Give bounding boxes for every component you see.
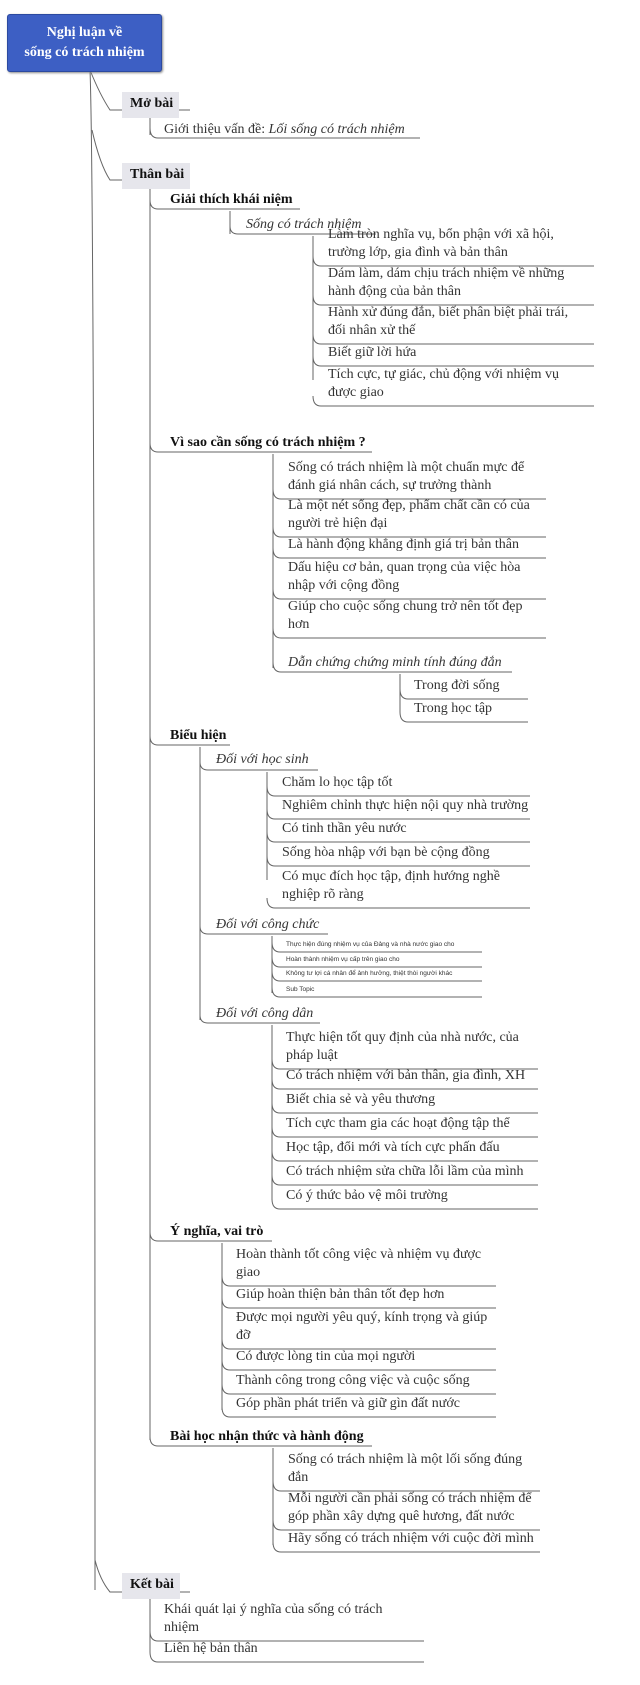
bh-item[interactable]	[288, 1451, 522, 1487]
item-text-line: Tích cực tham gia các hoạt động tập thể	[286, 1116, 510, 1131]
item-text-line: Giúp cho cuộc sống chung trở nên tốt đẹp	[288, 599, 523, 614]
item-text-line: đối nhân xử thế	[328, 323, 416, 338]
gt-item[interactable]	[328, 344, 416, 362]
root-topic[interactable]	[7, 14, 162, 72]
item-text-line: Sub Topic	[286, 986, 315, 993]
item-text-line: Có mục đích học tập, định hướng nghề	[282, 869, 500, 884]
subtopic-song-co-trach-nhiem[interactable]: Sống có trách nhiệm	[246, 217, 362, 232]
item-text-line: Thành công trong công việc và cuộc sống	[236, 1373, 470, 1388]
subtopic-cong-chuc[interactable]: Đối với công chức	[216, 917, 320, 932]
item-text-line: Chăm lo học tập tốt	[282, 775, 393, 790]
subtopic-dan-chung[interactable]: Dẫn chứng chứng minh tính đúng đắn	[288, 655, 502, 670]
topic-vi-sao[interactable]: Vì sao cần sống có trách nhiệm ?	[170, 435, 366, 450]
item-text-line: được giao	[328, 385, 384, 400]
item-text-line: trường lớp, gia đình và bản thân	[328, 245, 508, 260]
vs-item[interactable]	[288, 559, 520, 595]
item-text-line: Làm tròn nghĩa vụ, bổn phận với xã hội,	[328, 227, 554, 242]
item-text-line: Hãy sống có trách nhiệm với cuộc đời mình	[288, 1531, 534, 1546]
root-title-line-2: sống có trách nhiệm	[24, 45, 145, 60]
subtopic-cong-dan[interactable]: Đối với công dân	[216, 1006, 314, 1021]
item-text-line: đánh giá nhân cách, sự trưởng thành	[288, 478, 492, 493]
item-text-line: giao	[236, 1265, 261, 1280]
item-text-line: Giúp hoàn thiện bản thân tốt đẹp hơn	[236, 1287, 445, 1302]
cd-item[interactable]	[286, 1163, 524, 1181]
dc-item[interactable]	[414, 700, 492, 718]
item-text-line: Dám làm, dám chịu trách nhiệm về những	[328, 266, 565, 281]
item-text-line: Biết chia sẻ và yêu thương	[286, 1092, 436, 1107]
vs-item[interactable]	[288, 459, 524, 495]
vs-item[interactable]	[288, 598, 522, 634]
item-text-line: Khái quát lại ý nghĩa của sống có trách	[164, 1602, 383, 1617]
yn-item[interactable]	[236, 1246, 481, 1282]
bh-item[interactable]	[288, 1530, 534, 1548]
hs-item[interactable]	[282, 868, 500, 904]
item-text-line: nghiệp rõ ràng	[282, 887, 364, 902]
item-text-line: Sống có trách nhiệm là một lối sống đúng	[288, 1452, 523, 1467]
item-text-line: Hành xử đúng đắn, biết phân biệt phải trái,	[328, 305, 569, 320]
item-text-line: Có được lòng tin của mọi người	[236, 1349, 416, 1364]
hs-item[interactable]	[282, 774, 392, 792]
intro-topic: Lối sống có trách nhiệm	[268, 122, 405, 137]
item-text-line: Thực hiện tốt quy định của nhà nước, của	[286, 1030, 519, 1045]
hs-item[interactable]	[282, 820, 407, 838]
item-text-line: Biết giữ lời hứa	[328, 345, 417, 360]
hs-item[interactable]	[282, 844, 490, 862]
yn-item[interactable]	[236, 1395, 460, 1413]
item-text-line: Là một nét sống đẹp, phẩm chất cần có của	[288, 498, 530, 513]
item-text-line: Tích cực, tự giác, chủ động với nhiệm vụ	[328, 367, 559, 382]
cd-item[interactable]	[286, 1067, 525, 1085]
cc-item[interactable]	[286, 970, 452, 978]
gt-item[interactable]	[328, 304, 568, 340]
item-text-line: Hoàn thành tốt công việc và nhiệm vụ được	[236, 1247, 482, 1262]
topic-y-nghia[interactable]: Ý nghĩa, vai trò	[170, 1224, 264, 1239]
topic-bai-hoc[interactable]: Bài học nhận thức và hành động	[170, 1429, 364, 1444]
cd-item[interactable]	[286, 1139, 500, 1157]
vs-item[interactable]	[288, 536, 519, 554]
item-text-line: Không tư lợi cá nhân để ảnh hưởng, thiệt thòi người khác	[286, 970, 453, 977]
item-text-line: Liên hệ bản thân	[164, 1641, 258, 1656]
topic-bieu-hien[interactable]: Biểu hiện	[170, 728, 227, 743]
cc-item[interactable]	[286, 956, 399, 964]
item-text-line: Có ý thức bảo vệ môi trường	[286, 1188, 448, 1203]
kb-item[interactable]	[164, 1640, 258, 1658]
cd-item[interactable]	[286, 1029, 519, 1065]
subtopic-hoc-sinh[interactable]: Đối với học sinh	[216, 752, 309, 767]
item-text-line: Có trách nhiệm với bản thân, gia đình, XH	[286, 1068, 526, 1083]
cd-item[interactable]	[286, 1091, 435, 1109]
section-than-bai[interactable]: Thân bài	[122, 163, 190, 189]
section-mo-bai[interactable]: Mở bài	[122, 92, 179, 118]
root-title-line-1: Nghị luận về	[46, 25, 123, 40]
topic-giai-thich[interactable]: Giải thích khái niệm	[170, 192, 293, 207]
item-text-line: Hoàn thành nhiệm vụ cấp trên giao cho	[286, 956, 400, 963]
yn-item[interactable]	[236, 1348, 415, 1366]
item-text-line: đắn	[288, 1470, 309, 1485]
item-text-line: Mỗi người cần phải sống có trách nhiệm để	[288, 1491, 532, 1506]
gt-item[interactable]	[328, 265, 564, 301]
item-text-line: Sống hòa nhập với bạn bè cộng đồng	[282, 845, 490, 860]
yn-item[interactable]	[236, 1286, 444, 1304]
cd-item[interactable]	[286, 1187, 448, 1205]
gt-item[interactable]	[328, 366, 559, 402]
item-text-line: hành động của bản thân	[328, 284, 461, 299]
mo-bai-intro[interactable]	[164, 121, 405, 139]
item-text-line: hơn	[288, 617, 310, 632]
gt-item[interactable]	[328, 226, 554, 262]
item-text-line: Là hành động khẳng định giá trị bản thân	[288, 537, 519, 552]
cc-item[interactable]	[286, 941, 454, 949]
item-text-line: Thực hiện đúng nhiệm vụ của Đảng và nhà nước giao cho	[286, 941, 455, 948]
dc-item[interactable]	[414, 677, 499, 695]
item-text-line: Có tinh thần yêu nước	[282, 821, 407, 836]
intro-prefix: Giới thiệu vấn đề:	[164, 122, 269, 137]
item-text-line: nhiệm	[164, 1620, 199, 1635]
yn-item[interactable]	[236, 1309, 487, 1345]
item-text-line: Học tập, đổi mới và tích cực phấn đấu	[286, 1140, 500, 1155]
cc-item[interactable]	[286, 986, 314, 994]
item-text-line: Sống có trách nhiệm là một chuẩn mực để	[288, 460, 525, 475]
bh-item[interactable]	[288, 1490, 532, 1526]
yn-item[interactable]	[236, 1372, 470, 1390]
cd-item[interactable]	[286, 1115, 510, 1133]
item-text-line: pháp luật	[286, 1048, 338, 1063]
item-text-line: Dấu hiệu cơ bản, quan trọng của việc hòa	[288, 560, 521, 575]
item-text-line: Trong học tập	[414, 701, 493, 716]
kb-item[interactable]	[164, 1601, 382, 1637]
item-text-line: đỡ	[236, 1328, 251, 1343]
item-text-line: Được mọi người yêu quý, kính trọng và giúp	[236, 1310, 488, 1325]
item-text-line: Nghiêm chỉnh thực hiện nội quy nhà trường	[282, 798, 529, 813]
item-text-line: Góp phần phát triển và giữ gìn đất nước	[236, 1396, 460, 1411]
vs-item[interactable]	[288, 497, 530, 533]
item-text-line: Có trách nhiệm sửa chữa lỗi lầm của mình	[286, 1164, 524, 1179]
hs-item[interactable]	[282, 797, 528, 815]
item-text-line: người trẻ hiện đại	[288, 516, 388, 531]
section-ket-bai[interactable]: Kết bài	[122, 1573, 180, 1599]
item-text-line: nhập với cộng đồng	[288, 578, 400, 593]
item-text-line: góp phần xây dựng quê hương, đất nước	[288, 1509, 515, 1524]
item-text-line: Trong đời sống	[414, 678, 500, 693]
